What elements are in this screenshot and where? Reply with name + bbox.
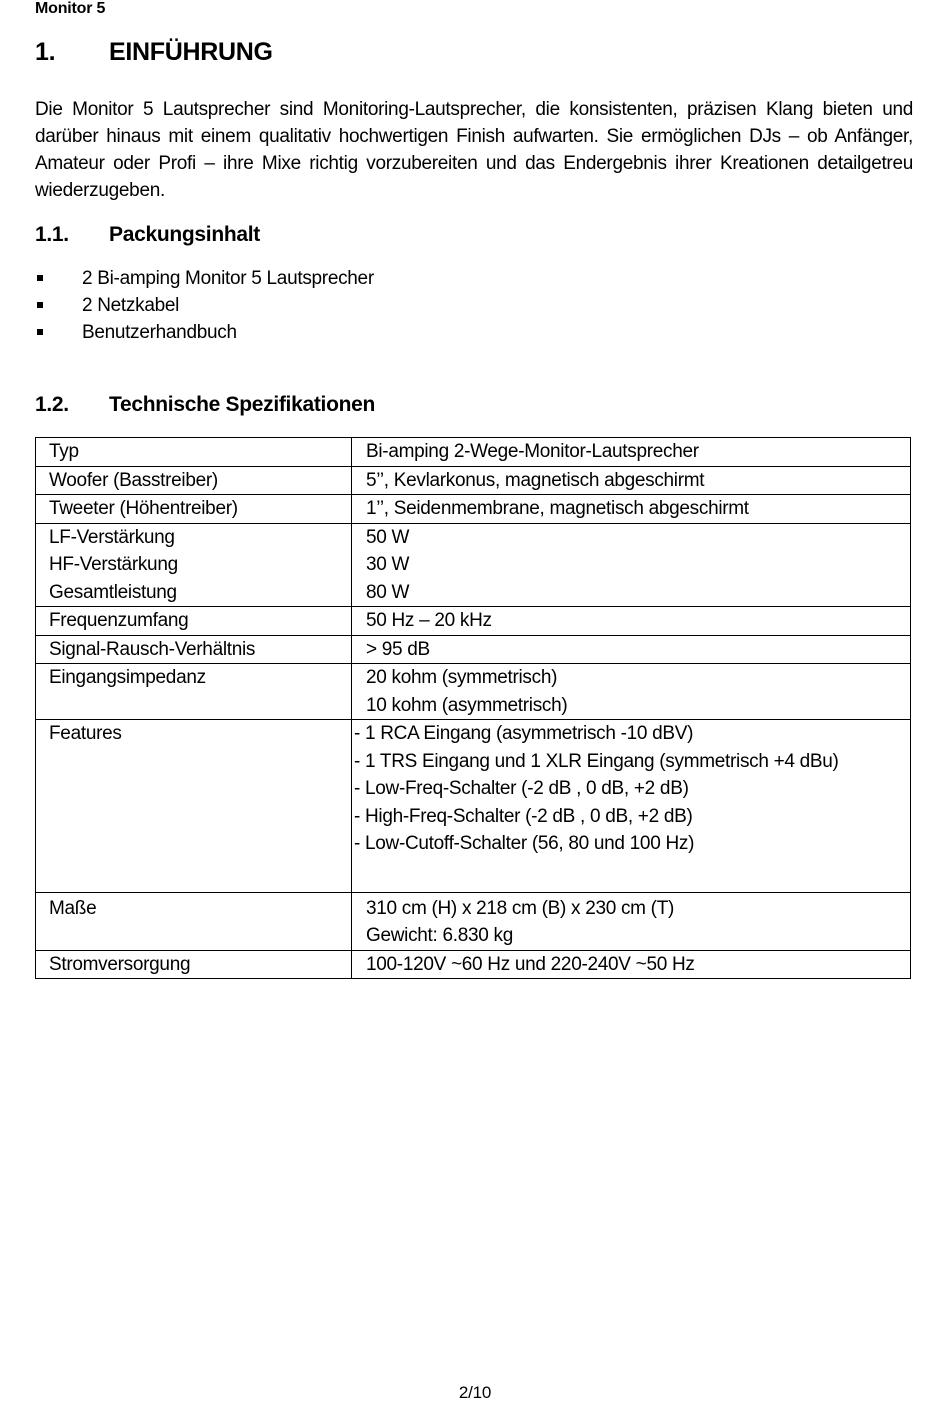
list-item: 2 Netzkabel: [35, 292, 374, 319]
spec-value: 50 Hz – 20 kHz: [352, 607, 911, 636]
table-row: [36, 950, 911, 979]
page-number: 2/10: [458, 1383, 492, 1402]
running-header: Monitor 5: [35, 0, 106, 17]
spec-key: Woofer (Basstreiber): [36, 466, 352, 495]
section-number: 1.: [35, 38, 56, 66]
table-row: [36, 523, 911, 607]
table-row: [36, 466, 911, 495]
subsection-title: Packungsinhalt: [109, 223, 261, 246]
table-row: [36, 607, 911, 636]
intro-paragraph: Die Monitor 5 Lautsprecher sind Monitoring-Lautsprecher, die konsistenten, präzisen Klang bieten und darüber hinaus mit einem qualitativ hochwertigen Finish aufwarten. Sie ermöglichen DJs – ob Anfänger, Amateur oder Profi – ihre Mixe richtig vorzubereiten und das Endergebnis ihrer Kreationen detailgetreu wiederzugeben.: [35, 99, 913, 201]
package-contents-list: [35, 265, 374, 346]
spec-value: 1’’, Seidenmembrane, magnetisch abgeschirmt: [352, 495, 911, 524]
bullet-square-icon: [37, 329, 43, 335]
spec-value: 20 kohm (symmetrisch) 10 kohm (asymmetrisch): [352, 664, 911, 720]
spec-key: Eingangsimpedanz: [36, 664, 352, 720]
section-heading-1: [35, 38, 273, 67]
spec-value: 5’’, Kevlarkonus, magnetisch abgeschirmt: [352, 466, 911, 495]
feature-item: - 1 TRS Eingang und 1 XLR Eingang (symmetrisch +4 dBu): [354, 748, 910, 776]
section-title: EINFÜHRUNG: [109, 38, 273, 66]
spec-key: Signal-Rausch-Verhältnis: [36, 635, 352, 664]
table-row: [36, 664, 911, 720]
spec-value: > 95 dB: [352, 635, 911, 664]
spec-value: 310 cm (H) x 218 cm (B) x 230 cm (T) Gewicht: 6.830 kg: [352, 892, 911, 950]
table-row: [36, 495, 911, 524]
feature-item: - Low-Cutoff-Schalter (56, 80 und 100 Hz): [354, 830, 910, 858]
feature-item: - Low-Freq-Schalter (-2 dB , 0 dB, +2 dB): [354, 775, 910, 803]
spec-key: Typ: [36, 438, 352, 467]
spec-key: Frequenzumfang: [36, 607, 352, 636]
spec-key: Stromversorgung: [36, 950, 352, 979]
table-row: [36, 892, 911, 950]
table-row: [36, 438, 911, 467]
list-item: 2 Bi-amping Monitor 5 Lautsprecher: [35, 265, 374, 292]
list-item: Benutzerhandbuch: [35, 319, 374, 346]
feature-item: - High-Freq-Schalter (-2 dB , 0 dB, +2 dB): [354, 803, 910, 831]
subsection-title: Technische Spezifikationen: [109, 393, 376, 416]
spec-key: LF-Verstärkung HF-Verstärkung Gesamtleistung: [36, 523, 352, 607]
spec-value: 100-120V ~60 Hz und 220-240V ~50 Hz: [352, 950, 911, 979]
section-heading-1-1: [35, 223, 260, 247]
subsection-number: 1.1.: [35, 223, 69, 246]
subsection-number: 1.2.: [35, 393, 69, 416]
table-row: [36, 720, 911, 893]
table-row: [36, 635, 911, 664]
spec-value-features: [352, 720, 911, 893]
spec-key: Tweeter (Höhentreiber): [36, 495, 352, 524]
section-heading-1-2: [35, 393, 375, 417]
feature-item: - 1 RCA Eingang (asymmetrisch -10 dBV): [354, 720, 910, 748]
spec-value: Bi-amping 2-Wege-Monitor-Lautsprecher: [352, 438, 911, 467]
bullet-square-icon: [37, 275, 43, 281]
spec-table: [35, 437, 911, 979]
spec-key: Maße: [36, 892, 352, 950]
spec-value: 50 W 30 W 80 W: [352, 523, 911, 607]
bullet-square-icon: [37, 302, 43, 308]
spec-key: Features: [36, 720, 352, 893]
